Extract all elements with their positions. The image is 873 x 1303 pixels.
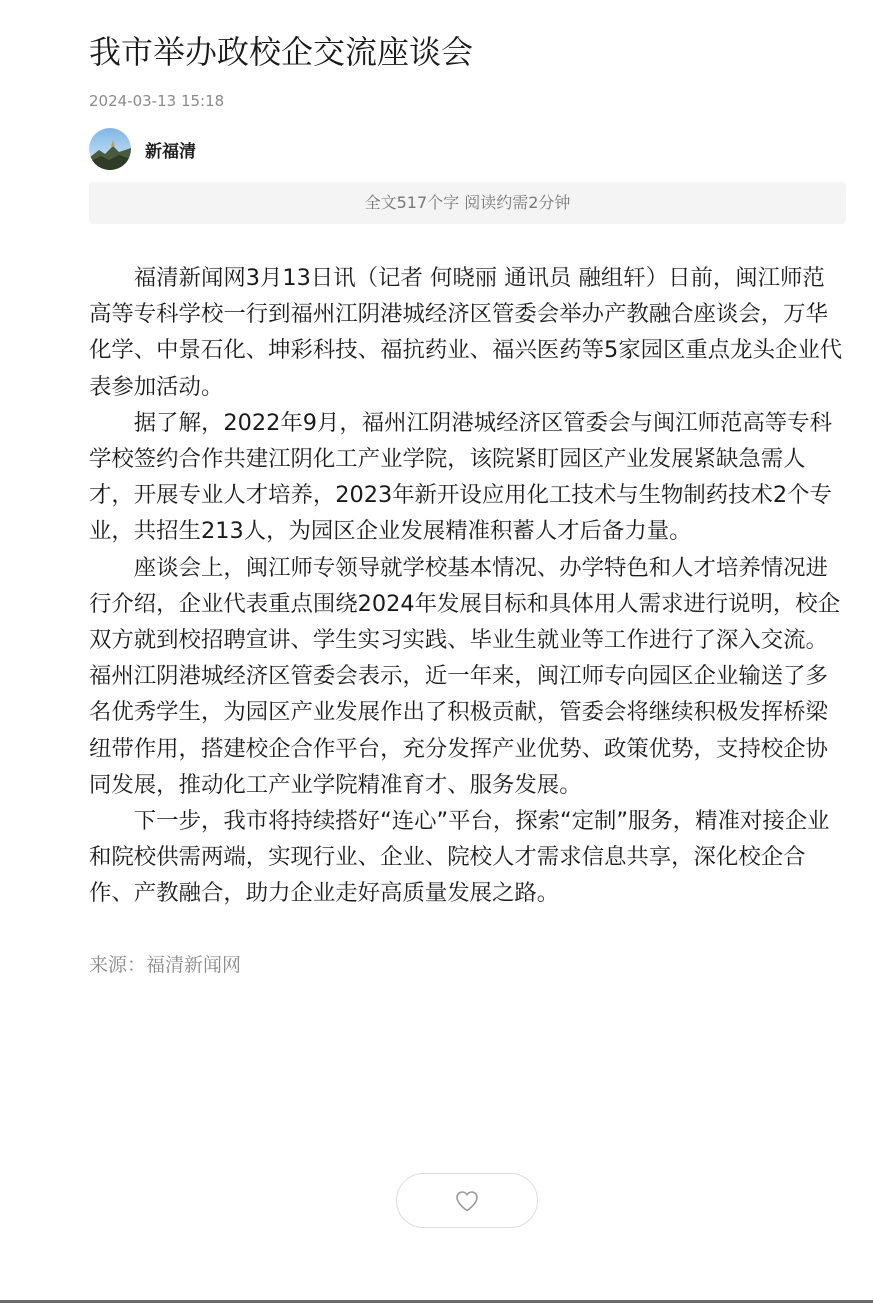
article-paragraph: 下一步，我市将持续搭好“连心”平台，探索“定制”服务，精准对接企业和院校供需两端，实现行业、企业、院校人才需求信息共享，深化校企合作、产教融合，助力企业走好高质量发展之路。 (89, 808, 830, 907)
article-body (89, 260, 846, 912)
article-source: 来源：福清新闻网 (89, 953, 242, 976)
article-paragraph: 据了解，2022年9月，福州江阴港城经济区管委会与闽江师范高等专科学校签约合作共建江阴化工产业学院，该院紧盯园区产业发展紧缺急需人才，开展专业人才培养，2023年新开设应用化工技术与生物制药技术2个专业，共招生213人，为园区企业发展精准积蓄人才后备力量。 (89, 409, 832, 545)
publish-timestamp: 2024-03-13 15:18 (89, 92, 225, 110)
author-name[interactable]: 新福清 (145, 141, 196, 162)
article (89, 0, 846, 978)
avatar-image (89, 128, 131, 170)
avatar[interactable] (89, 128, 131, 170)
like-button[interactable] (396, 1173, 538, 1228)
heart-icon (455, 1190, 479, 1212)
article-paragraph: 福清新闻网3月13日讯（记者 何晓丽 通讯员 融组轩）日前，闽江师范高等专科学校一行到福州江阴港城经济区管委会举办产教融合座谈会，万华化学、中景石化、坤彩科技、福抗药业、福兴医药等5家园区重点龙头企业代表参加活动。 (89, 265, 843, 400)
author-row[interactable] (89, 128, 846, 170)
article-title: 我市举办政校企交流座谈会 (89, 33, 474, 71)
reading-info-bar: 全文517个字 阅读约需2分钟 (89, 182, 846, 224)
article-paragraph: 座谈会上，闽江师专领导就学校基本情况、办学特色和人才培养情况进行介绍，企业代表重点围绕2024年发展目标和具体用人需求进行说明，校企双方就到校招聘宣讲、学生实习实践、毕业生就业等工作进行了深入交流。福州江阴港城经济区管委会表示，近一年来，闽江师专向园区企业输送了多名优秀学生，为园区产业发展作出了积极贡献，管委会将继续积极发挥桥梁纽带作用，搭建校企合作平台，充分发挥产业优势、政策优势，支持校企协同发展，推动化工产业学院精准育才、服务发展。 (89, 554, 841, 798)
